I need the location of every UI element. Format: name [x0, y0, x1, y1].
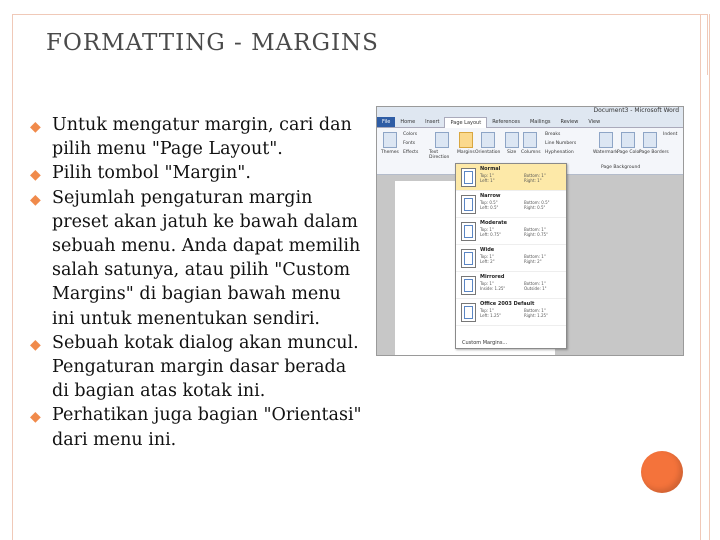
preset-bottom: Bottom: 1" — [524, 308, 546, 313]
tab-insert[interactable]: Insert — [425, 119, 440, 125]
margin-preview-icon — [461, 195, 476, 214]
ribbon-tabs — [377, 117, 683, 128]
preset-values — [524, 173, 546, 183]
preset-values — [480, 227, 501, 237]
tab-review[interactable]: Review — [560, 119, 579, 125]
tab-file[interactable]: File — [377, 117, 395, 127]
preset-left: Left: 1" — [480, 178, 495, 183]
tab-view[interactable]: View — [588, 119, 601, 125]
word-screenshot — [376, 106, 684, 356]
preset-values — [480, 281, 505, 291]
diamond-bullet-icon: ◆ — [30, 119, 41, 135]
preset-right: Right: 2" — [524, 259, 542, 264]
bullet-text: Perhatikan juga bagian "Orientasi" dari menu ini. — [52, 405, 362, 450]
bullet-item — [30, 331, 368, 404]
margin-preview-icon — [461, 168, 476, 187]
margin-preset-normal[interactable] — [456, 164, 566, 191]
margin-preset-office-2003-default[interactable] — [456, 299, 566, 326]
window-titlebar — [377, 107, 683, 117]
bullet-text: Sebuah kotak dialog akan muncul. Pengaturan margin dasar berada di bagian atas kotak ini. — [52, 332, 359, 402]
tab-home[interactable]: Home — [400, 119, 416, 125]
diamond-bullet-icon: ◆ — [30, 336, 41, 353]
margin-preset-wide[interactable] — [456, 245, 566, 272]
themes-button-label: Themes — [381, 150, 399, 155]
preset-values — [480, 308, 501, 318]
preset-values — [480, 254, 495, 264]
bullet-text: Untuk mengatur margin, cari dan pilih menu "Page Layout". — [52, 115, 352, 160]
margin-preset-mirrored[interactable] — [456, 272, 566, 299]
size-label: Size — [507, 150, 517, 155]
columns-icon[interactable] — [523, 132, 537, 148]
indent-label: Indent — [663, 132, 678, 137]
preset-bottom: Bottom: 1" — [524, 281, 546, 286]
preset-values — [524, 254, 546, 264]
effects-button[interactable]: Effects — [403, 150, 419, 155]
line-numbers-button[interactable]: Line Numbers — [545, 141, 577, 146]
fonts-button[interactable]: Fonts — [403, 141, 416, 146]
tab-mailings[interactable]: Mailings — [529, 119, 551, 125]
slide-title: FORMATTING - MARGINS — [46, 30, 379, 56]
preset-bottom: Bottom: 1" — [524, 173, 546, 178]
columns-label: Columns — [521, 150, 541, 155]
custom-margins-menu-item[interactable]: Custom Margins... — [462, 340, 508, 346]
preset-top: Top: 1" — [480, 173, 494, 178]
diamond-bullet-icon: ◆ — [30, 167, 41, 184]
tab-references[interactable]: References — [492, 119, 520, 125]
preset-bottom: Bottom: 1" — [524, 227, 546, 232]
preset-name: Narrow — [480, 193, 501, 199]
margin-preview-icon — [461, 276, 476, 295]
colors-button[interactable]: Colors — [403, 132, 418, 137]
margin-preset-moderate[interactable] — [456, 218, 566, 245]
bullet-text: Sejumlah pengaturan margin preset akan jatuh ke bawah dalam sebuah menu. Anda dapat memilih salah satunya, atau pilih "Custom Margins" di bagian bawah menu ini untuk menentukan sendiri. — [52, 187, 361, 329]
themes-icon[interactable] — [383, 132, 397, 148]
watermark-icon[interactable] — [599, 132, 613, 148]
preset-top: Top: 1" — [480, 227, 494, 232]
preset-name: Mirrored — [480, 274, 505, 280]
margins-dropdown — [455, 163, 567, 349]
bullet-text: Pilih tombol "Margin". — [52, 163, 251, 184]
margins-button-label: Margins — [457, 150, 475, 155]
preset-top: Top: 1" — [480, 281, 494, 286]
page-color-icon[interactable] — [621, 132, 635, 148]
preset-top: Top: 1" — [480, 254, 494, 259]
preset-right: Right: 1" — [524, 178, 542, 183]
preset-right: Right: 0.5" — [524, 205, 546, 210]
diamond-bullet-icon: ◆ — [30, 191, 41, 208]
page-borders-icon[interactable] — [643, 132, 657, 148]
margin-preset-narrow[interactable] — [456, 191, 566, 218]
preset-name: Normal — [480, 166, 501, 172]
preset-bottom: Bottom: 1" — [524, 254, 546, 259]
orange-circle-decoration — [641, 451, 683, 493]
preset-left: Left: 2" — [480, 259, 495, 264]
margins-icon[interactable] — [459, 132, 473, 148]
preset-values — [524, 308, 548, 318]
bullet-item — [30, 403, 368, 451]
preset-left: Inside: 1.25" — [480, 286, 506, 291]
breaks-button[interactable]: Breaks — [545, 132, 561, 137]
diamond-bullet-icon: ◆ — [30, 409, 41, 426]
preset-name: Office 2003 Default — [480, 301, 535, 307]
preset-left: Left: 0.75" — [480, 232, 501, 237]
preset-values — [480, 173, 495, 183]
preset-right: Right: 0.75" — [524, 232, 548, 237]
preset-right: Outside: 1" — [524, 286, 547, 291]
preset-left: Left: 1.25" — [480, 313, 501, 318]
orientation-label: Orientation — [475, 150, 501, 155]
bullet-item — [30, 113, 368, 161]
slide-frame-right — [700, 14, 710, 540]
page-borders-label: Page Borders — [639, 150, 669, 155]
bullet-item — [30, 161, 368, 185]
preset-top: Top: 0.5" — [480, 200, 498, 205]
page-background-group-label: Page Background — [601, 165, 641, 170]
text-direction-label: Text Direction — [429, 150, 450, 160]
window-title: Document3 - Microsoft Word — [593, 107, 679, 114]
page-color-label: Page Color — [617, 150, 642, 155]
preset-values — [524, 227, 548, 237]
orientation-icon[interactable] — [481, 132, 495, 148]
bullet-item — [30, 186, 368, 331]
text-direction-icon[interactable] — [435, 132, 449, 148]
margin-preview-icon — [461, 303, 476, 322]
preset-values — [524, 200, 550, 210]
margin-preview-icon — [461, 249, 476, 268]
preset-name: Moderate — [480, 220, 508, 226]
tab-page-layout[interactable]: Page Layout — [444, 117, 487, 128]
preset-values — [524, 281, 546, 291]
slide-frame-left — [12, 74, 13, 540]
margin-preview-icon — [461, 222, 476, 241]
preset-left: Left: 0.5" — [480, 205, 499, 210]
preset-top: Top: 1" — [480, 308, 494, 313]
preset-values — [480, 200, 498, 210]
size-icon[interactable] — [505, 132, 519, 148]
preset-bottom: Bottom: 0.5" — [524, 200, 550, 205]
preset-name: Wide — [480, 247, 495, 253]
bullet-list — [30, 113, 368, 452]
preset-right: Right: 1.25" — [524, 313, 548, 318]
hyphenation-button[interactable]: Hyphenation — [545, 150, 574, 155]
watermark-label: Watermark — [593, 150, 618, 155]
